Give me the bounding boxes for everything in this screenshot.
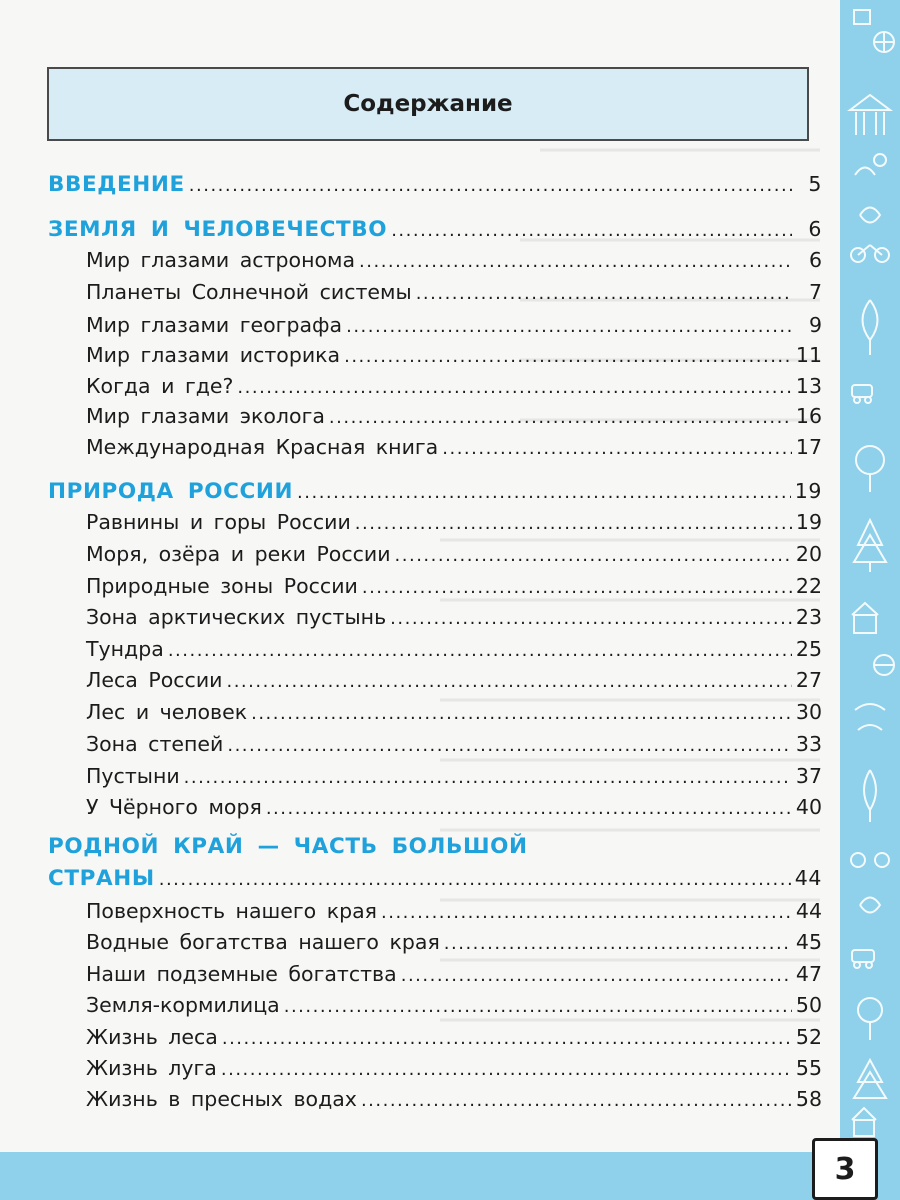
item-page: 7 (808, 280, 822, 304)
section-page: 5 (808, 172, 822, 196)
item-page: 45 (795, 930, 822, 954)
item-label: Тундра (86, 637, 164, 661)
toc-item[interactable] (86, 930, 822, 960)
item-label: У Чёрного моря (86, 795, 262, 819)
leader-dots (391, 220, 792, 241)
item-page: 25 (795, 637, 822, 661)
leader-dots (355, 513, 792, 534)
item-page: 23 (795, 605, 822, 629)
item-label: Земля-кормилица (86, 993, 280, 1017)
toc-section-russia-nature[interactable] (48, 479, 822, 509)
toc-item[interactable] (86, 510, 822, 540)
item-label: Пустыни (86, 764, 180, 788)
decorative-side-strip (840, 0, 900, 1200)
item-page: 33 (795, 732, 822, 756)
leader-dots (266, 798, 792, 819)
toc-item[interactable] (86, 764, 822, 794)
item-label: Равнины и горы России (86, 510, 351, 534)
item-label: Водные богатства нашего края (86, 930, 440, 954)
toc-item[interactable] (86, 1025, 822, 1055)
leader-dots (444, 933, 792, 954)
leader-dots (381, 902, 792, 923)
toc-section-native-land[interactable] (48, 866, 822, 896)
item-page: 16 (795, 404, 822, 428)
leader-dots (401, 965, 792, 986)
leader-dots (237, 377, 792, 398)
toc-section-earth[interactable] (48, 217, 822, 247)
leader-dots (184, 767, 792, 788)
leader-dots (329, 407, 792, 428)
nature-icons-pattern (840, 0, 900, 1200)
toc-item[interactable] (86, 668, 822, 698)
toc-item[interactable] (86, 1087, 822, 1117)
item-page: 17 (795, 435, 822, 459)
item-label: Мир глазами астронома (86, 248, 356, 272)
section-title-line1: РОДНОЙ КРАЙ — ЧАСТЬ БОЛЬШОЙ (48, 834, 528, 859)
item-page: 58 (795, 1087, 822, 1111)
leader-dots (221, 1059, 792, 1080)
section-title: ВВЕДЕНИЕ (48, 172, 185, 197)
item-page: 50 (795, 993, 822, 1017)
item-label: Лес и человек (86, 700, 248, 724)
item-label: Планеты Солнечной системы (86, 280, 412, 304)
item-page: 52 (795, 1025, 822, 1049)
section-page: 44 (794, 866, 822, 890)
toc-item[interactable] (86, 542, 822, 572)
item-label: Жизнь леса (86, 1025, 218, 1049)
toc-item[interactable] (86, 993, 822, 1023)
toc-item[interactable] (86, 374, 822, 404)
toc-item[interactable] (86, 899, 822, 929)
item-label: Наши подземные богатства (86, 962, 397, 986)
item-label: Когда и где? (86, 374, 234, 398)
item-label: Мир глазами эколога (86, 404, 325, 428)
item-page: 11 (795, 343, 822, 367)
item-page: 27 (795, 668, 822, 692)
item-page: 20 (795, 542, 822, 566)
leader-dots (226, 671, 791, 692)
toc-item[interactable] (86, 605, 822, 635)
item-page: 47 (795, 962, 822, 986)
toc-item[interactable] (86, 962, 822, 992)
item-label: Моря, озёра и реки России (86, 542, 391, 566)
toc-item[interactable] (86, 248, 822, 278)
item-page: 22 (795, 574, 822, 598)
item-label: Жизнь в пресных водах (86, 1087, 357, 1111)
item-page: 30 (795, 700, 822, 724)
toc-item[interactable] (86, 280, 822, 310)
leader-dots (168, 640, 792, 661)
leader-dots (344, 346, 792, 367)
leader-dots (346, 316, 792, 337)
item-label: Природные зоны России (86, 574, 358, 598)
item-label: Леса России (86, 668, 223, 692)
toc-item[interactable] (86, 343, 822, 373)
leader-dots (189, 175, 792, 196)
item-page: 19 (795, 510, 822, 534)
item-label: Международная Красная книга (86, 435, 439, 459)
leader-dots (297, 482, 791, 503)
leader-dots (284, 996, 792, 1017)
leader-dots (390, 608, 792, 629)
leader-dots (251, 703, 792, 724)
section-title: ЗЕМЛЯ И ЧЕЛОВЕЧЕСТВО (48, 217, 388, 242)
item-page: 6 (808, 248, 822, 272)
item-page: 37 (795, 764, 822, 788)
leader-dots (416, 283, 792, 304)
item-label: Зона арктических пустынь (86, 605, 387, 629)
leader-dots (395, 545, 792, 566)
section-page: 19 (794, 479, 822, 503)
item-label: Жизнь луга (86, 1056, 217, 1080)
page-title: Содержание (343, 91, 513, 117)
toc-item[interactable] (86, 637, 822, 667)
leader-dots (361, 1090, 792, 1111)
toc-item[interactable] (86, 795, 822, 825)
item-page: 40 (795, 795, 822, 819)
item-page: 9 (808, 313, 822, 337)
toc-item[interactable] (86, 313, 822, 343)
leader-dots (159, 869, 791, 890)
page-number: 3 (812, 1138, 878, 1200)
toc-item[interactable] (86, 435, 822, 465)
item-page: 13 (795, 374, 822, 398)
toc-item[interactable] (86, 574, 822, 604)
item-page: 44 (795, 899, 822, 923)
toc-item[interactable] (86, 700, 822, 730)
item-label: Мир глазами географа (86, 313, 343, 337)
section-title: СТРАНЫ (48, 866, 155, 891)
item-label: Зона степей (86, 732, 224, 756)
section-title: ПРИРОДА РОССИИ (48, 479, 294, 504)
item-label: Поверхность нашего края (86, 899, 378, 923)
toc-item[interactable] (86, 1056, 822, 1086)
leader-dots (222, 1028, 792, 1049)
section-page: 6 (808, 217, 822, 241)
toc-section-intro[interactable] (48, 172, 822, 202)
item-label: Мир глазами историка (86, 343, 341, 367)
item-page: 55 (795, 1056, 822, 1080)
toc-item[interactable] (86, 404, 822, 434)
leader-dots (442, 438, 792, 459)
leader-dots (362, 577, 792, 598)
leader-dots (359, 251, 792, 272)
toc-item[interactable] (86, 732, 822, 762)
leader-dots (227, 735, 792, 756)
